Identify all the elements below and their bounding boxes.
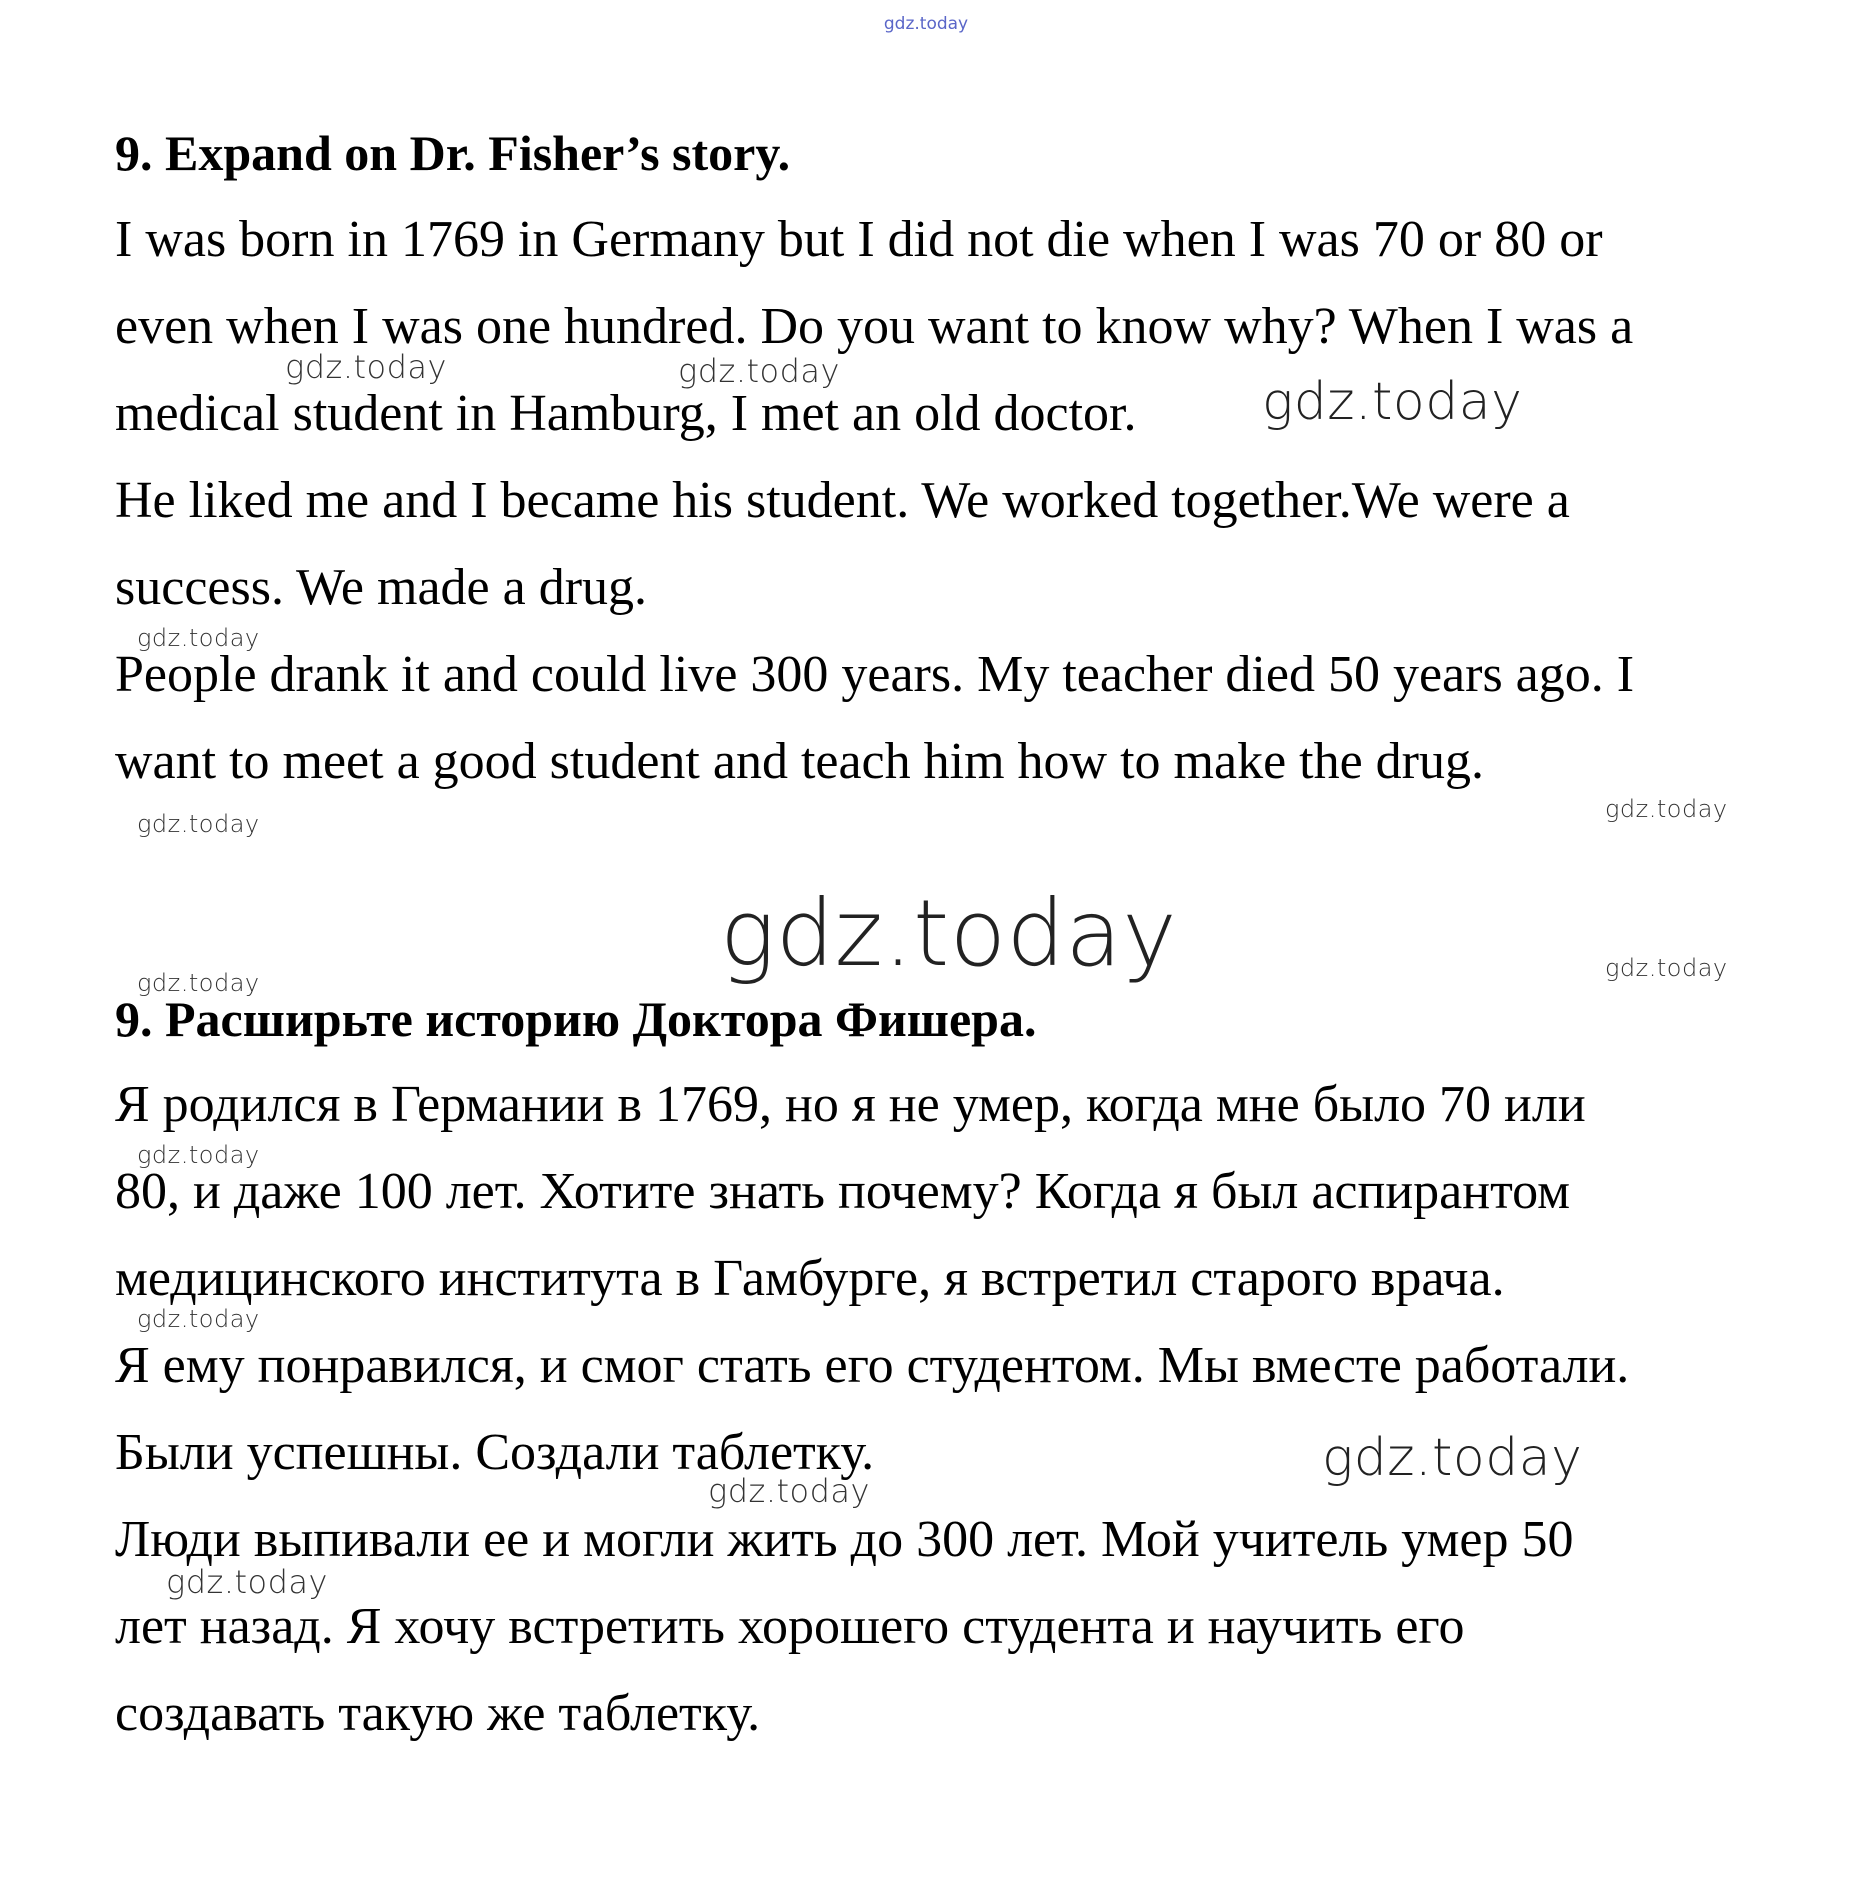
watermark: gdz.today (166, 1563, 328, 1601)
english-heading: 9. Expand on Dr. Fisher’s story. (115, 125, 791, 181)
watermark: gdz.today (708, 1472, 870, 1510)
russian-heading: 9. Расширьте историю Доктора Фишера. (115, 991, 1037, 1047)
watermark: gdz.today (137, 624, 260, 652)
watermark: gdz.today (285, 348, 447, 386)
russian-line-2: 80, и даже 100 лет. Хотите знать почему? Когда я был аспирантом (115, 1163, 1571, 1220)
watermark: gdz.today (137, 1141, 260, 1169)
russian-line-1: Я родился в Германии в 1769, но я не умер, когда мне было 70 или (115, 1076, 1586, 1133)
english-line-6: People drank it and could live 300 years. My teacher died 50 years ago. I (115, 646, 1635, 703)
russian-line-7: лет назад. Я хочу встретить хорошего студента и научить его (115, 1598, 1465, 1655)
watermark: gdz.today (678, 352, 840, 390)
russian-line-8: создавать такую же таблетку. (115, 1685, 761, 1742)
watermark: gdz.today (1262, 372, 1523, 432)
watermark: gdz.today (1322, 1428, 1583, 1488)
header-watermark: gdz.today (883, 14, 969, 34)
english-line-5: success. We made a drug. (115, 559, 648, 616)
watermark: gdz.today (137, 1305, 260, 1333)
english-line-3: medical student in Hamburg, I met an old doctor. (115, 385, 1137, 442)
russian-line-3: медицинского института в Гамбурге, я встретил старого врача. (115, 1250, 1505, 1307)
watermark: gdz.today (137, 810, 260, 838)
russian-line-6: Люди выпивали ее и могли жить до 300 лет. Мой учитель умер 50 (115, 1511, 1574, 1568)
english-line-4: He liked me and I became his student. We worked together.We were a (115, 472, 1570, 529)
watermark: gdz.today (1605, 795, 1728, 823)
watermark: gdz.today (137, 969, 260, 997)
watermark: gdz.today (720, 880, 1178, 987)
russian-line-4: Я ему понравился, и смог стать его студентом. Мы вместе работали. (115, 1337, 1630, 1394)
english-line-1: I was born in 1769 in Germany but I did not die when I was 70 or 80 or (115, 211, 1603, 268)
russian-line-5: Были успешны. Создали таблетку. (115, 1424, 875, 1481)
english-line-2: even when I was one hundred. Do you want to know why? When I was a (115, 298, 1634, 355)
watermark: gdz.today (1605, 954, 1728, 982)
english-line-7: want to meet a good student and teach him how to make the drug. (115, 733, 1484, 790)
